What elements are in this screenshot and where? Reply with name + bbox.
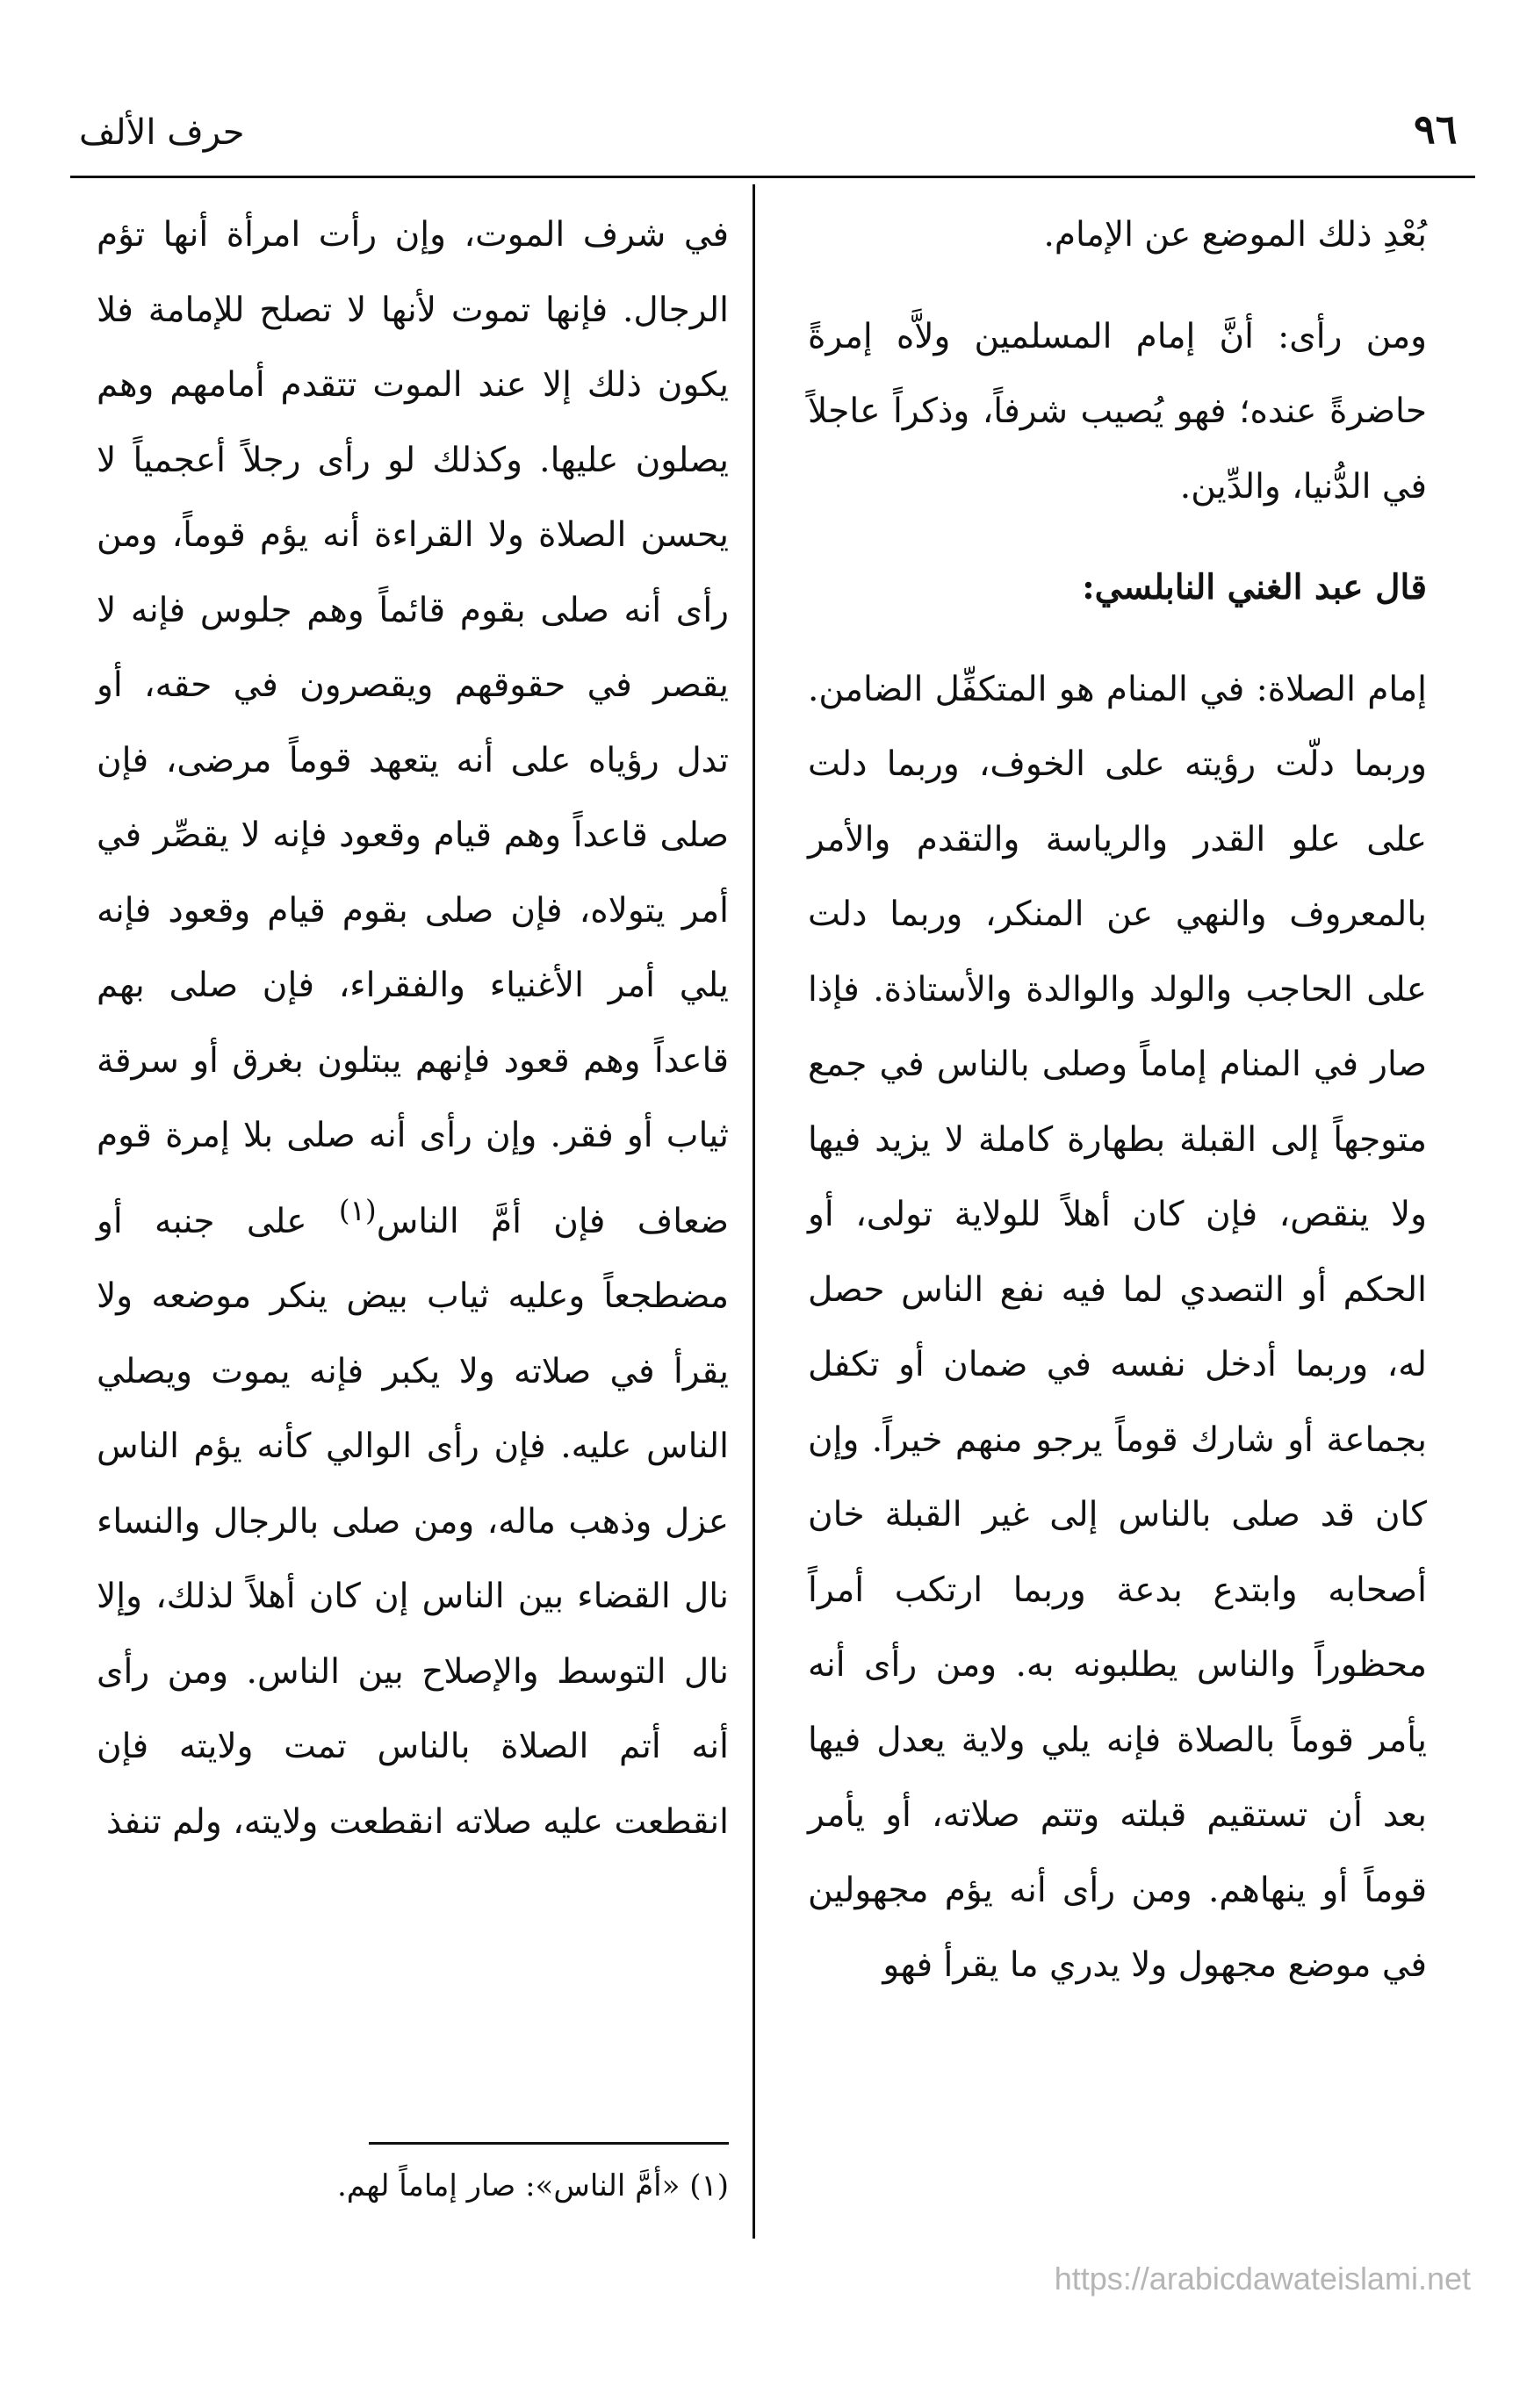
footnote-number: (١)	[689, 2168, 729, 2203]
footnote-marker: (١)	[338, 1193, 377, 1227]
section-heading: قال عبد الغني النابلسي:	[1082, 567, 1427, 607]
text-after-note: على جنبه أو مضطجعاً وعليه ثياب بيض ينكر موضعه ولا يقرأ في صلاته ولا يكبر فإنه يموت ويصلي الناس عليه. فإن رأى الوالي كأنه يؤم الناس عزل وذهب ماله، ومن صلى بالرجال والنساء نال القضاء بين الناس إن كان أهلاً لذلك، وإلا نال التوسط والإصلاح بين الناس. ومن رأى أنه أتم الصلاة بالناس تمت ولايته فإن انقطعت عليه صلاته انقطعت ولايته، ولم تنفذ	[97, 1201, 729, 1842]
column-divider	[753, 184, 755, 2239]
paragraph-left	[97, 198, 729, 1859]
running-title: حرف الألف	[79, 112, 245, 153]
watermark-url: https://arabicdawateislami.net	[1054, 2261, 1471, 2297]
text-before-note: في شرف الموت، وإن رأت امرأة أنها تؤم الرجال. فإنها تموت لأنها لا تصلح للإمامة فلا يكون ذلك إلا عند الموت تتقدم أمامهم وهم يصلون عليها. وكذلك لو رأى رجلاً أعجمياً لا يحسن الصلاة ولا القراءة أنه يؤم قوماً، ومن رأى أنه صلى بقوم قائماً وهم جلوس فإنه لا يقصر في حقوقهم ويقصرون في حقه، أو تدل رؤياه على أنه يتعهد قوماً مرضى، فإن صلى قاعداً وهم قيام وقعود فإنه لا يقصِّر في أمر يتولاه، فإن صلى بقوم قيام وقعود فإنه يلي أمر الأغنياء والفقراء، فإن صلى بهم قاعداً وهم قعود فإنهم يبتلون بغرق أو سرقة ثياب أو فقر. وإن رأى أنه صلى بلا إمرة قوم ضعاف فإن أمَّ الناس	[97, 215, 730, 1241]
paragraph-gap	[808, 626, 1427, 652]
paragraph-continuation: بُعْدِ ذلك الموضع عن الإمام.	[1043, 215, 1427, 255]
right-column	[808, 198, 1427, 2003]
page-number: ٩٦	[1414, 105, 1458, 153]
footnote	[97, 2168, 729, 2203]
paragraph-gap	[808, 524, 1427, 550]
footnote-text: «أمَّ الناس»: صار إماماً لهم.	[336, 2168, 681, 2203]
paragraph-gap	[808, 273, 1427, 299]
paragraph-imam-vision: ومن رأى: أنَّ إمام المسلمين ولاَّه إمرةً حاضرةً عنده؛ فهو يُصيب شرفاً، وذكراً عاجلاً في الدُّنيا، والدِّين.	[808, 316, 1427, 507]
paragraph-imam-prayer: إمام الصلاة: في المنام هو المتكفِّل الضامن. وربما دلّت رؤيته على الخوف، وربما دلت على علو القدر والرياسة والتقدم والأمر بالمعروف والنهي عن المنكر، وربما دلت على الحاجب والولد والوالدة والأستاذة. فإذا صار في المنام إماماً وصلى بالناس في جمع متوجهاً إلى القبلة بطهارة كاملة لا يزيد فيها ولا ينقص، فإن كان أهلاً للولاية تولى، أو الحكم أو التصدي لما فيه نفع الناس حصل له، وربما أدخل نفسه في ضمان أو تكفل بجماعة أو شارك قوماً يرجو منهم خيراً. وإن كان قد صلى بالناس إلى غير القبلة خان أصحابه وابتدع بدعة وربما ارتكب أمراً محظوراً والناس يطلبونه به. ومن رأى أنه يأمر قوماً بالصلاة فإنه يلي ولاية يعدل فيها بعد أن تستقيم قبلته وتتم صلاته، أو يأمر قوماً أو ينهاهم. ومن رأى أنه يؤم مجهولين في موضع مجهول ولا يدري ما يقرأ فهو	[808, 669, 1427, 1985]
footnote-rule	[369, 2142, 729, 2145]
left-column	[97, 198, 729, 1859]
header-rule	[70, 176, 1475, 178]
